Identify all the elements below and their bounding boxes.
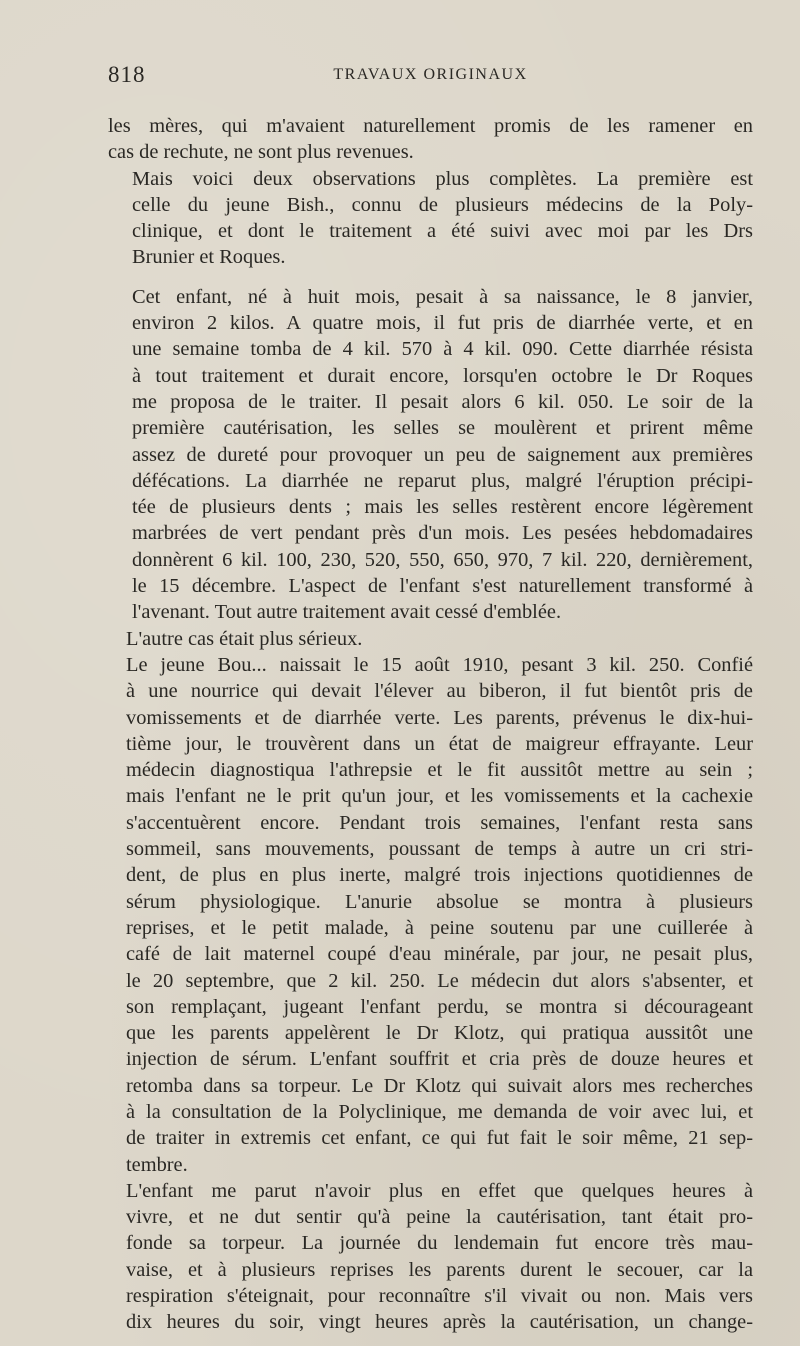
text-line: première cautérisation, les selles se moulèrent et prirent même xyxy=(132,417,753,440)
text-line: vivre, et ne dut sentir qu'à peine la cautérisation, tant était pro- xyxy=(126,1206,753,1229)
text-line: injection de sérum. L'enfant souffrit et cria près de douze heures et xyxy=(126,1048,753,1071)
text-line: que les parents appelèrent le Dr Klotz, qui pratiqua aussitôt une xyxy=(126,1022,753,1045)
text-line: vomissements et de diarrhée verte. Les parents, prévenus le dix-hui- xyxy=(126,706,753,729)
text-line: l'avenant. Tout autre traitement avait cessé d'emblée. xyxy=(132,601,562,624)
paragraph-treatment xyxy=(108,1178,753,1336)
running-head xyxy=(108,62,753,92)
text-line: dent, de plus en plus inerte, malgré trois injections quotidiennes de xyxy=(126,864,753,887)
text-line: reprises, et le petit malade, à peine soutenu par une cuillerée à xyxy=(126,916,753,939)
text-line: tée de plusieurs dents ; mais les selles restèrent encore légèrement xyxy=(132,496,753,519)
text-line: à la consultation de la Polyclinique, me demanda de voir avec lui, et xyxy=(126,1100,753,1123)
text-line: mais l'enfant ne le prit qu'un jour, et les vomissements et la cachexie xyxy=(126,785,753,808)
text-line: fonde sa torpeur. La journée du lendemain fut encore très mau- xyxy=(126,1232,753,1255)
text-line: Le jeune Bou... naissait le 15 août 1910, pesant 3 kil. 250. Confié xyxy=(126,653,753,676)
text-line: me proposa de le traiter. Il pesait alors 6 kil. 050. Le soir de la xyxy=(132,390,753,413)
text-line: son remplaçant, jugeant l'enfant perdu, se montra si décourageant xyxy=(126,995,753,1018)
text-line: Brunier et Roques. xyxy=(132,246,286,269)
text-line: le 20 septembre, que 2 kil. 250. Le médecin dut alors s'absenter, et xyxy=(126,969,753,992)
text-line: médecin diagnostiqua l'athrepsie et le fit aussitôt mettre au sein ; xyxy=(126,759,753,782)
text-line: sérum physiologique. L'anurie absolue se montra à plusieurs xyxy=(126,890,753,913)
text-line: assez de dureté pour provoquer un peu de saignement aux premières xyxy=(132,443,753,466)
text-line: vaise, et à plusieurs reprises les parents durent le secouer, car la xyxy=(126,1258,753,1281)
running-title: TRAVAUX ORIGINAUX xyxy=(333,66,528,83)
body-text xyxy=(108,113,753,1336)
text-line: Cet enfant, né à huit mois, pesait à sa naissance, le 8 janvier, xyxy=(132,285,753,308)
paragraph-case-bou xyxy=(108,652,753,1178)
text-line: Mais voici deux observations plus complètes. La première est xyxy=(132,167,753,190)
text-line: le 15 décembre. L'aspect de l'enfant s'est naturellement transformé à xyxy=(132,575,753,598)
text-line: cas de rechute, ne sont plus revenues. xyxy=(108,141,414,164)
text-line: environ 2 kilos. A quatre mois, il fut pris de diarrhée verte, et en xyxy=(132,312,753,335)
text-line: à tout traitement et durait encore, lorsqu'en octobre le Dr Roques xyxy=(132,364,753,387)
text-line: L'enfant me parut n'avoir plus en effet que quelques heures à xyxy=(126,1179,753,1202)
text-line: une semaine tomba de 4 kil. 570 à 4 kil. 090. Cette diarrhée résista xyxy=(132,338,753,361)
text-line: tembre. xyxy=(126,1153,188,1176)
text-line: donnèrent 6 kil. 100, 230, 520, 550, 650, 970, 7 kil. 220, dernièrement, xyxy=(132,548,753,571)
paragraph-observations-intro xyxy=(108,166,753,271)
text-line: clinique, et dont le traitement a été suivi avec moi par les Drs xyxy=(132,220,753,243)
page-number: 818 xyxy=(108,62,146,87)
text-line: défécations. La diarrhée ne reparut plus, malgré l'éruption précipi- xyxy=(132,469,753,492)
text-line: tième jour, le trouvèrent dans un état de maigreur effrayante. Leur xyxy=(126,732,753,755)
text-line: retomba dans sa torpeur. Le Dr Klotz qui suivait alors mes recherches xyxy=(126,1074,753,1097)
paragraph-continuation xyxy=(108,113,753,166)
text-line: sommeil, sans mouvements, poussant de temps à autre un cri stri- xyxy=(126,838,753,861)
text-line: café de lait maternel coupé d'eau minérale, par jour, ne pesait plus, xyxy=(126,943,753,966)
text-line: dix heures du soir, vingt heures après la cautérisation, un change- xyxy=(126,1311,753,1334)
paragraph-case-bish xyxy=(108,284,753,626)
text-line: respiration s'éteignait, pour reconnaître s'il vivait ou non. Mais vers xyxy=(126,1285,753,1308)
text-line: les mères, qui m'avaient naturellement promis de les ramener en xyxy=(108,115,753,137)
text-line: de traiter in extremis cet enfant, ce qui fut fait le soir même, 21 sep- xyxy=(126,1127,753,1150)
text-line: marbrées de vert pendant près d'un mois. Les pesées hebdomadaires xyxy=(132,522,753,545)
text-line: à une nourrice qui devait l'élever au biberon, il fut bientôt pris de xyxy=(126,680,753,703)
text-line: s'accentuèrent encore. Pendant trois semaines, l'enfant resta sans xyxy=(126,811,753,834)
text-line: celle du jeune Bish., connu de plusieurs médecins de la Poly- xyxy=(132,193,753,216)
text-line: L'autre cas était plus sérieux. xyxy=(126,627,363,650)
paragraph-transition xyxy=(108,626,753,652)
